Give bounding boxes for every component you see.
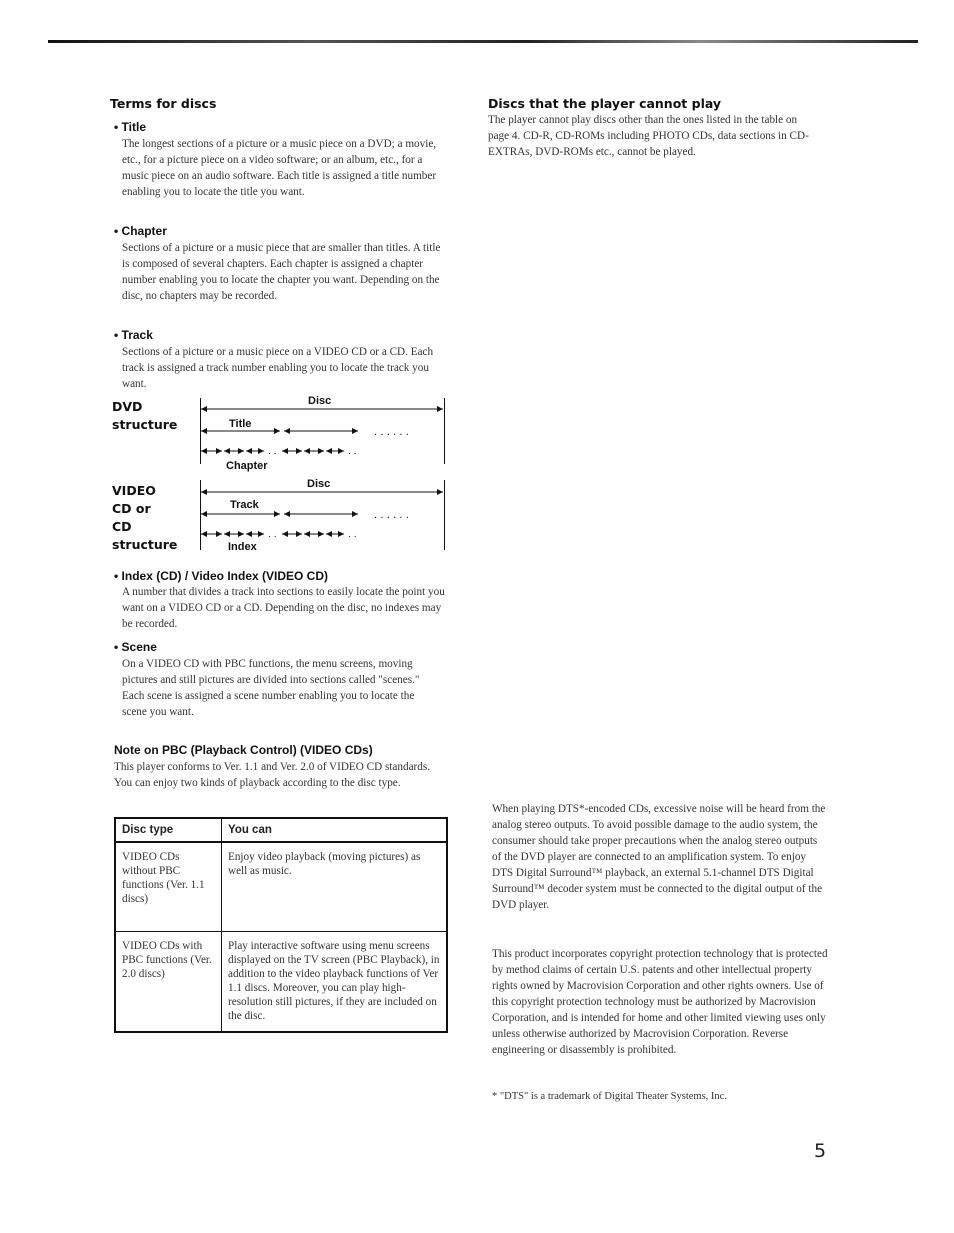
svg-text:. .: . . [348,447,357,457]
svg-text:. . . . . .: . . . . . . [374,427,409,438]
svg-text:. . . . . .: . . . . . . [374,510,409,521]
svg-text:. .: . . [268,447,277,457]
cannot-play-body: The player cannot play discs other than the ones listed in the table on page 4. CD-R, CD-ROMs including PHOTO CDs, data sections in CD-EXTRAs, DVD-ROMs etc., cannot be played. [488,114,809,158]
dvd-arrows [198,402,448,462]
vcd-disc-label: Disc [307,478,331,490]
table-row [115,931,447,1032]
track-definition: Sections of a picture or a music piece on a VIDEO CD or a CD. Each track is assigned a track number enabling you to locate the track you want. [122,346,434,390]
index-definition: A number that divides a track into sections to easily locate the point you want on a VIDEO CD or a CD. Depending on the disc, no indexes may be recorded. [122,586,445,630]
title-term: • Title [114,120,146,134]
svg-text:. .: . . [268,530,277,540]
top-rule [48,40,918,43]
vcd-track-label: Track [230,499,259,511]
index-term: • Index (CD) / Video Index (VIDEO CD) [114,569,329,583]
title-definition: The longest sections of a picture or a music piece on a DVD; a movie, etc., for a picture piece on a video software; or an album, etc., for a music piece on an audio software. Each title is assigned a title number enabling you to locate the title you want. [122,138,437,198]
table-cell: Play interactive software using menu screens displayed on the TV screen (PBC Playback), in addition to the video playback functions of Ver 1.1 discs. Moreover, you can play high-resolution still pictures, if they are included on the disc. [222,931,448,1032]
disc-type-table [114,817,448,1033]
cannot-play-heading: Discs that the player cannot play [488,96,722,111]
pbc-note-heading: Note on PBC (Playback Control) (VIDEO CDs) [114,743,373,757]
vcd-index-label: Index [228,541,257,553]
svg-text:. .: . . [348,530,357,540]
pbc-note-body: This player conforms to Ver. 1.1 and Ver. 2.0 of VIDEO CD standards. You can enjoy two kinds of playback according to the disc type. [114,761,430,789]
scene-term: • Scene [114,640,157,654]
table-cell: VIDEO CDs without PBC functions (Ver. 1.1 discs) [115,842,222,931]
scene-definition: On a VIDEO CD with PBC functions, the menu screens, moving pictures and still pictures are divided into sections called "scenes." Each scene is assigned a scene number enabling you to locate the scene you want. [122,658,420,718]
table-row [115,842,447,931]
dvd-structure-label: DVD structure [112,399,178,432]
table-cell: VIDEO CDs with PBC functions (Ver. 2.0 discs) [115,931,222,1032]
table-header-row [115,818,447,842]
chapter-definition: Sections of a picture or a music piece that are smaller than titles. A title is composed of several chapters. Each chapter is assigned a chapter number enabling you to locate the chapter you want. Depending on the disc, no chapters may be recorded. [122,242,441,302]
dvd-disc-label: Disc [308,395,332,407]
dts-trademark-footnote: * "DTS" is a trademark of Digital Theater Systems, Inc. [492,1091,727,1102]
vcd-arrows [198,485,448,545]
terms-heading: Terms for discs [110,96,217,111]
vcd-structure-label: VIDEO CD or CD structure [112,483,178,552]
dvd-title-label: Title [229,418,252,430]
table-cell: Enjoy video playback (moving pictures) as well as music. [222,842,448,931]
chapter-term: • Chapter [114,224,167,238]
table-header-disc-type: Disc type [115,818,222,842]
page-number: 5 [814,1140,827,1162]
copyright-notice: This product incorporates copyright protection technology that is protected by method claims of certain U.S. patents and other intellectual property rights owned by Macrovision Corporation and other rights owners. Use of this copyright protection technology must be authorized by Macrovision Corporation, and is intended for home and other limited viewing uses only unless otherwise authorized by Macrovision Corporation. Reverse engineering or disassembly is prohibited. [492,948,828,1056]
track-term: • Track [114,328,153,342]
table-header-you-can: You can [222,818,448,842]
dts-notice: When playing DTS*-encoded CDs, excessive noise will be heard from the analog stereo outputs. To avoid possible damage to the audio system, the consumer should take proper precautions when the analog stereo outputs of the DVD player are connected to an amplification system. To enjoy DTS Digital Surround™ playback, an external 5.1-channel DTS Digital Surround™ decoder system must be connected to the digital output of the DVD player. [492,803,826,911]
dvd-chapter-label: Chapter [226,460,268,472]
